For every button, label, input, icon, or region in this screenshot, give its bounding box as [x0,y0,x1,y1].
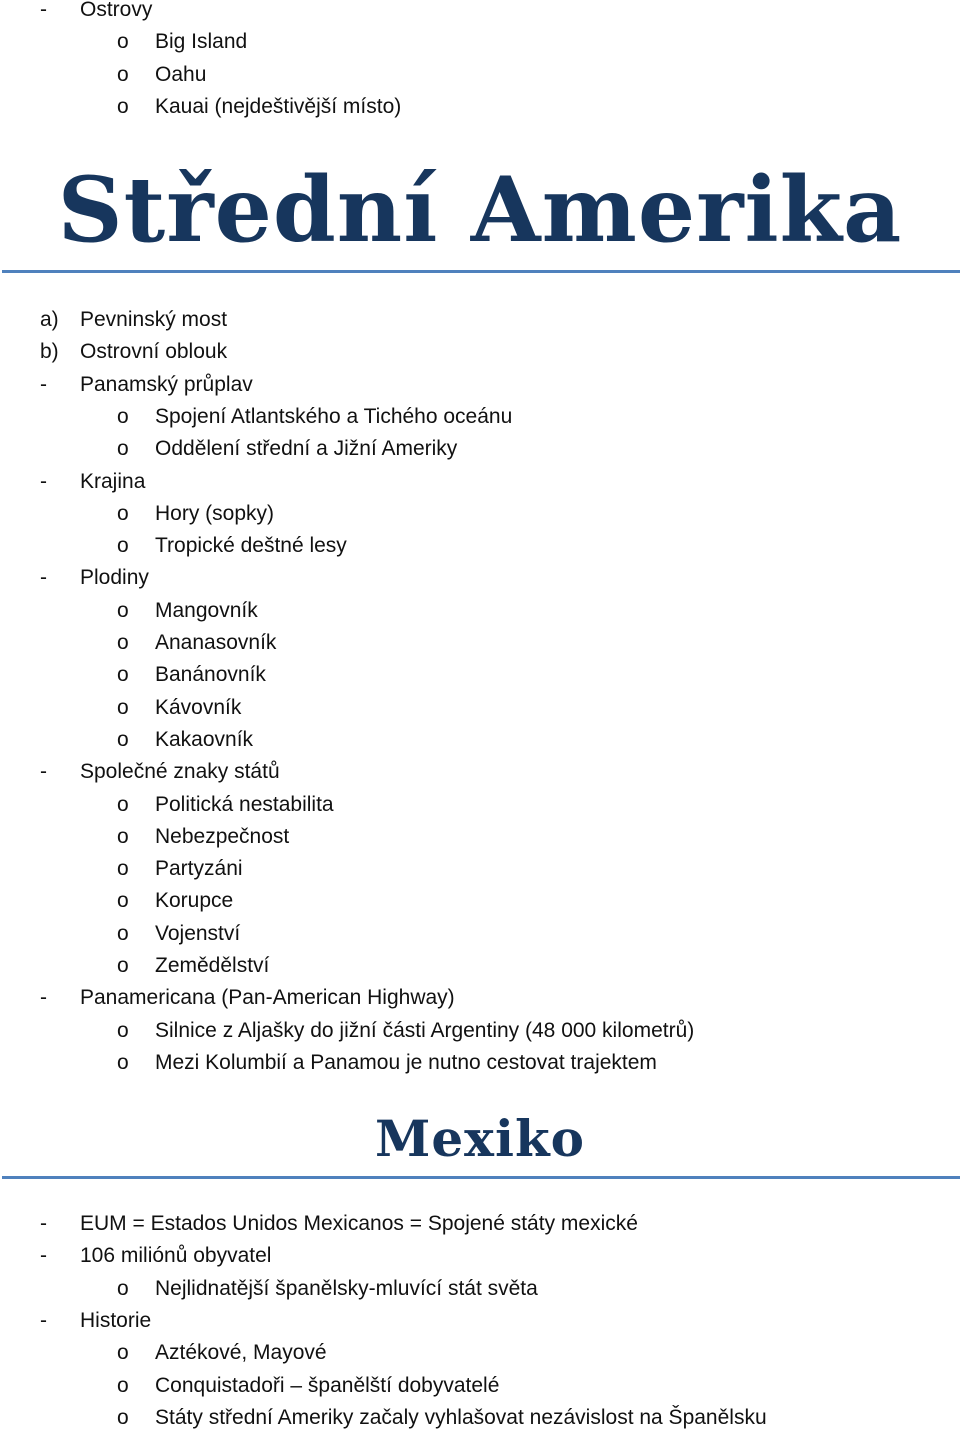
list-item-text: Historie [80,1308,152,1332]
list-item-text: Tropické deštné lesy [155,534,347,558]
list-marker: o [117,1276,129,1300]
list-marker: - [40,1308,47,1332]
list-marker: - [40,469,47,493]
list-item-text: Aztékové, Mayové [155,1341,327,1365]
list-marker: o [117,921,129,945]
list-item-text: Mezi Kolumbií a Panamou je nutno cestovat trajektem [155,1050,657,1074]
list-marker: o [117,404,129,428]
list-marker: o [117,30,129,54]
list-item-text: Oahu [155,62,207,86]
list-item-text: Korupce [155,889,234,913]
list-item-text: Oddělení střední a Jižní Ameriky [155,437,458,461]
list-marker: - [40,0,47,21]
list-item-text: Mangovník [155,598,258,622]
list-item-text: Silnice z Aljašky do jižní části Argentiny (48 000 kilometrů) [155,1018,695,1042]
list-item-text: Ostrovy [80,0,153,21]
heading-rule [2,270,960,273]
list-marker: - [40,1212,47,1235]
list-marker: o [117,792,129,816]
list-marker: o [117,1018,129,1042]
list-item-text: Státy střední Ameriky začaly vyhlašovat nezávislost na Španělsku [155,1405,767,1429]
list-item-text: Big Island [155,30,248,54]
list-marker: o [117,501,129,525]
list-marker: o [117,598,129,622]
heading-rule [2,1176,960,1179]
list-marker: - [40,1244,47,1268]
list-marker: o [117,954,129,977]
list-item-text: Panamský průplav [80,372,253,396]
list-marker: o [117,824,129,848]
list-item-text: Kakaovník [155,727,254,751]
list-marker: o [117,437,129,461]
list-marker: o [117,94,129,118]
list-item-text: Zemědělství [155,954,270,977]
list-marker: o [117,1341,129,1365]
list-marker: o [117,534,129,558]
list-item-text: Pevninský most [80,308,228,331]
list-marker: a) [40,308,59,331]
list-marker: - [40,986,47,1010]
list-item-text: Kávovník [155,695,242,719]
list-marker: - [40,760,47,784]
list-marker: o [117,1050,129,1074]
list-item-text: 106 miliónů obyvatel [80,1244,272,1268]
list-marker: o [117,695,129,719]
list-item-text: Vojenství [155,921,241,945]
list-marker: o [117,889,129,913]
list-item-text: Banánovník [155,663,266,687]
list-item-text: Společné znaky států [80,760,280,784]
list-item-text: Conquistadoři – španělští dobyvatelé [155,1373,500,1397]
list-item-text: Politická nestabilita [155,792,334,816]
list-marker: o [117,857,129,881]
list-item-text: EUM = Estados Unidos Mexicanos = Spojené státy mexické [80,1212,638,1235]
list-marker: - [40,566,47,590]
list-marker: o [117,1405,129,1429]
heading-mexico: Mexiko [375,1109,585,1168]
list-marker: o [117,1373,129,1397]
list-item-text: Ostrovní oblouk [80,340,228,364]
list-item-text: Ananasovník [155,631,277,654]
list-marker: b) [40,340,59,364]
list-item-text: Krajina [80,469,146,493]
list-marker: - [40,372,47,396]
heading-central-america: Střední Amerika [57,157,903,263]
list-marker: o [117,727,129,751]
list-item-text: Spojení Atlantského a Tichého oceánu [155,404,513,428]
list-item-text: Panamericana (Pan-American Highway) [80,986,455,1010]
list-item-text: Nejlidnatější španělsky-mluvící stát světa [155,1276,538,1300]
list-item-text: Kauai (nejdeštivější místo) [155,94,402,118]
list-marker: o [117,631,129,654]
list-item-text: Nebezpečnost [155,824,290,848]
list-marker: o [117,62,129,86]
list-item-text: Partyzáni [155,857,243,881]
list-marker: o [117,663,129,687]
list-item-text: Hory (sopky) [155,501,275,525]
list-item-text: Plodiny [80,566,149,590]
